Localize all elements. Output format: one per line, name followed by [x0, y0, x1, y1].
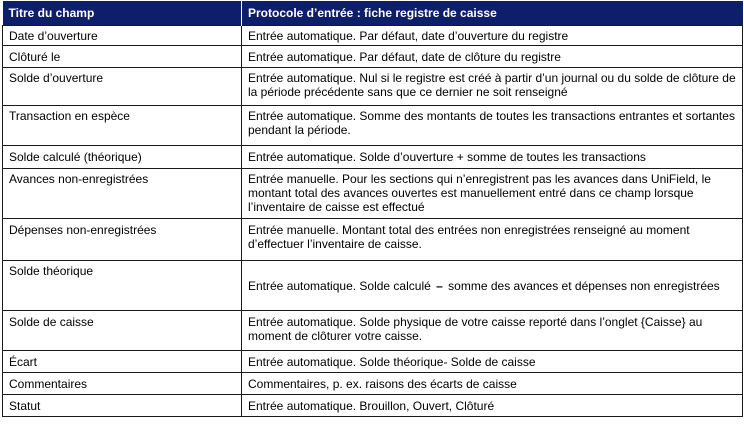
dash-separator: –: [436, 279, 443, 293]
table-header-row: [3, 1, 743, 26]
field-protocol: Entrée automatique. Nul si le registre est créé à partir d’un journal ou du solde de clôture de la période précédente sans que ce dernier ne soit renseigné: [242, 68, 743, 106]
field-name: Date d’ouverture: [3, 26, 242, 46]
register-field-table: [2, 1, 743, 417]
field-name: Solde théorique: [3, 261, 242, 311]
field-name: Solde calculé (théorique): [3, 146, 242, 169]
table-row: [3, 311, 743, 351]
field-protocol: Entrée automatique. Solde théorique- Solde de caisse: [242, 351, 743, 373]
table-row: [3, 106, 743, 146]
table-row: [3, 46, 743, 68]
field-protocol: [242, 261, 743, 311]
field-name: Écart: [3, 351, 242, 373]
table-row: [3, 26, 743, 46]
header-field-title: Titre du champ: [3, 1, 242, 26]
field-name: Commentaires: [3, 373, 242, 395]
table-row: [3, 395, 743, 417]
field-name: Transaction en espèce: [3, 106, 242, 146]
table-row: [3, 169, 743, 219]
table-row: [3, 219, 743, 261]
field-protocol: Entrée automatique. Somme des montants de toutes les transactions entrantes et sortantes pendant la période.: [242, 106, 743, 146]
table-row: [3, 261, 743, 311]
table-row: [3, 146, 743, 169]
table-row: [3, 373, 743, 395]
field-name: Avances non-enregistrées: [3, 169, 242, 219]
field-name: Clôturé le: [3, 46, 242, 68]
protocol-part-b: somme des avances et dépenses non enregistrées: [448, 279, 720, 293]
field-protocol: Entrée manuelle. Pour les sections qui n’enregistrent pas les avances dans UniField, le montant total des avances ouvertes est manuellement entré dans ce champ lorsque l’inventaire de caisse est effectué: [242, 169, 743, 219]
field-protocol: Entrée automatique. Solde physique de votre caisse reporté dans l’onglet {Caisse} au moment de clôturer votre caisse.: [242, 311, 743, 351]
field-protocol: Commentaires, p. ex. raisons des écarts de caisse: [242, 373, 743, 395]
header-protocol: Protocole d’entrée : fiche registre de caisse: [242, 1, 743, 26]
table-row: [3, 351, 743, 373]
field-protocol: Entrée automatique. Par défaut, date de clôture du registre: [242, 46, 743, 68]
field-protocol: Entrée automatique. Solde d’ouverture + somme de toutes les transactions: [242, 146, 743, 169]
field-name: Solde d’ouverture: [3, 68, 242, 106]
field-name: Dépenses non-enregistrées: [3, 219, 242, 261]
field-name: Solde de caisse: [3, 311, 242, 351]
field-protocol: Entrée automatique. Par défaut, date d’ouverture du registre: [242, 26, 743, 46]
field-name: Statut: [3, 395, 242, 417]
protocol-part-a: Entrée automatique. Solde calculé: [248, 279, 431, 293]
table-row: [3, 68, 743, 106]
field-protocol: Entrée automatique. Brouillon, Ouvert, Clôturé: [242, 395, 743, 417]
field-protocol: Entrée manuelle. Montant total des entrées non enregistrées renseigné au moment d’effectuer l’inventaire de caisse.: [242, 219, 743, 261]
